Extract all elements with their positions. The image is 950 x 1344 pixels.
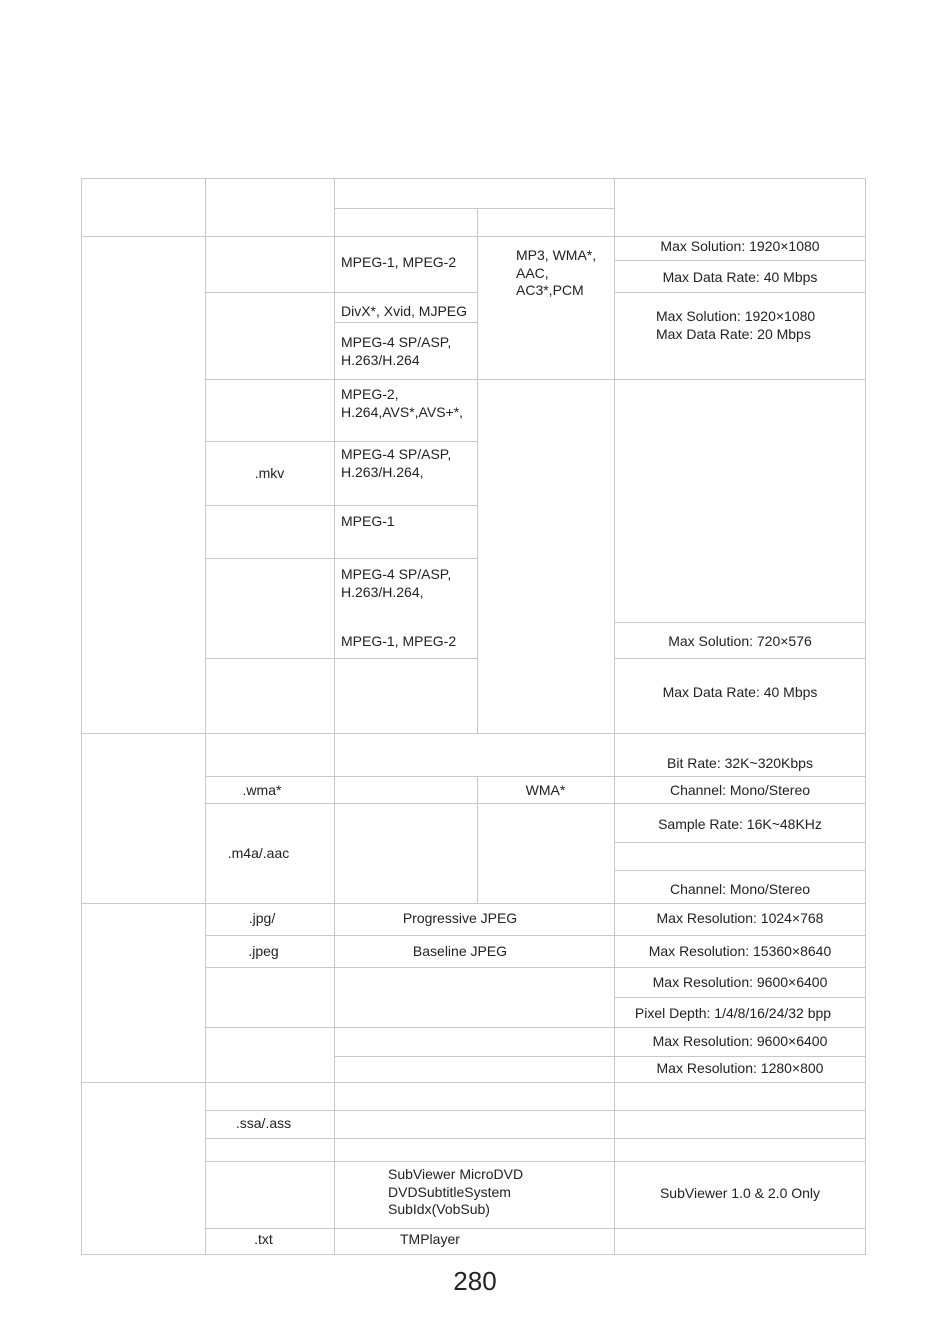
subtitle-sub-formats: SubViewer MicroDVD DVDSubtitleSystem SubIdx(VobSub) [388, 1166, 524, 1217]
photo-progressive-resolution: Max Resolution: 1024×768 [656, 910, 824, 926]
audio-sample-rate: Sample Rate: 16K~48KHz [658, 816, 822, 832]
subtitle-tmplayer: TMPlayer [400, 1231, 460, 1247]
audio-m4a-container: .m4a/.aac [227, 845, 290, 861]
photo-progressive-jpeg: Progressive JPEG [402, 910, 518, 926]
photo-png-resolution: Max Resolution: 9600×6400 [652, 1033, 828, 1049]
photo-jpg-container: .jpg/ [248, 910, 276, 926]
video-mkv-codec-mpeg4: MPEG-4 SP/ASP, H.263/H.264, [341, 446, 452, 480]
photo-bmp-pixel-depth: Pixel Depth: 1/4/8/16/24/32 bpp [634, 1005, 832, 1021]
subtitle-ssa-container: .ssa/.ass [235, 1115, 292, 1131]
subtitle-subviewer-note: SubViewer 1.0 & 2.0 Only [659, 1185, 821, 1201]
audio-wma-codec: WMA* [525, 782, 566, 798]
photo-baseline-resolution: Max Resolution: 15360×8640 [648, 943, 832, 959]
subtitle-txt-container: .txt [254, 1231, 273, 1247]
audio-wma-container: .wma* [242, 782, 282, 798]
video-dvd-max-solution: Max Solution: 720×576 [668, 633, 812, 649]
video-ts-codec: MPEG-1, MPEG-2 [341, 254, 457, 270]
photo-bmp-resolution: Max Resolution: 9600×6400 [652, 974, 828, 990]
photo-baseline-jpeg: Baseline JPEG [412, 943, 508, 959]
audio-channel-2: Channel: Mono/Stereo [669, 881, 811, 897]
audio-channel-1: Channel: Mono/Stereo [669, 782, 811, 798]
photo-jpeg-container: .jpeg [248, 943, 279, 959]
video-codec-mpeg1: MPEG-1 [341, 513, 395, 529]
photo-gif-resolution: Max Resolution: 1280×800 [656, 1060, 824, 1076]
video-avi-spec: Max Solution: 1920×1080 Max Data Rate: 20 Mbps [656, 308, 816, 342]
video-ts-max-data-rate: Max Data Rate: 40 Mbps [662, 269, 818, 285]
video-dvd-max-data-rate: Max Data Rate: 40 Mbps [662, 684, 818, 700]
video-ts-max-solution: Max Solution: 1920×1080 [660, 238, 820, 254]
video-avi-codec-mpeg4: MPEG-4 SP/ASP, H.263/H.264 [341, 334, 452, 368]
video-audio-codecs: MP3, WMA*, AAC, AC3*,PCM [516, 247, 597, 298]
video-mkv-container: .mkv [254, 465, 285, 481]
page-number: 280 [453, 1266, 497, 1296]
video-codec-mpeg4-b: MPEG-4 SP/ASP, H.263/H.264, [341, 566, 452, 600]
video-avi-codec-divx: DivX*, Xvid, MJPEG [341, 303, 468, 319]
video-mkv-codec-mpeg2: MPEG-2, H.264,AVS*,AVS+*, [341, 386, 464, 420]
video-codec-mpeg12-b: MPEG-1, MPEG-2 [341, 633, 457, 649]
audio-bit-rate: Bit Rate: 32K~320Kbps [667, 755, 813, 771]
